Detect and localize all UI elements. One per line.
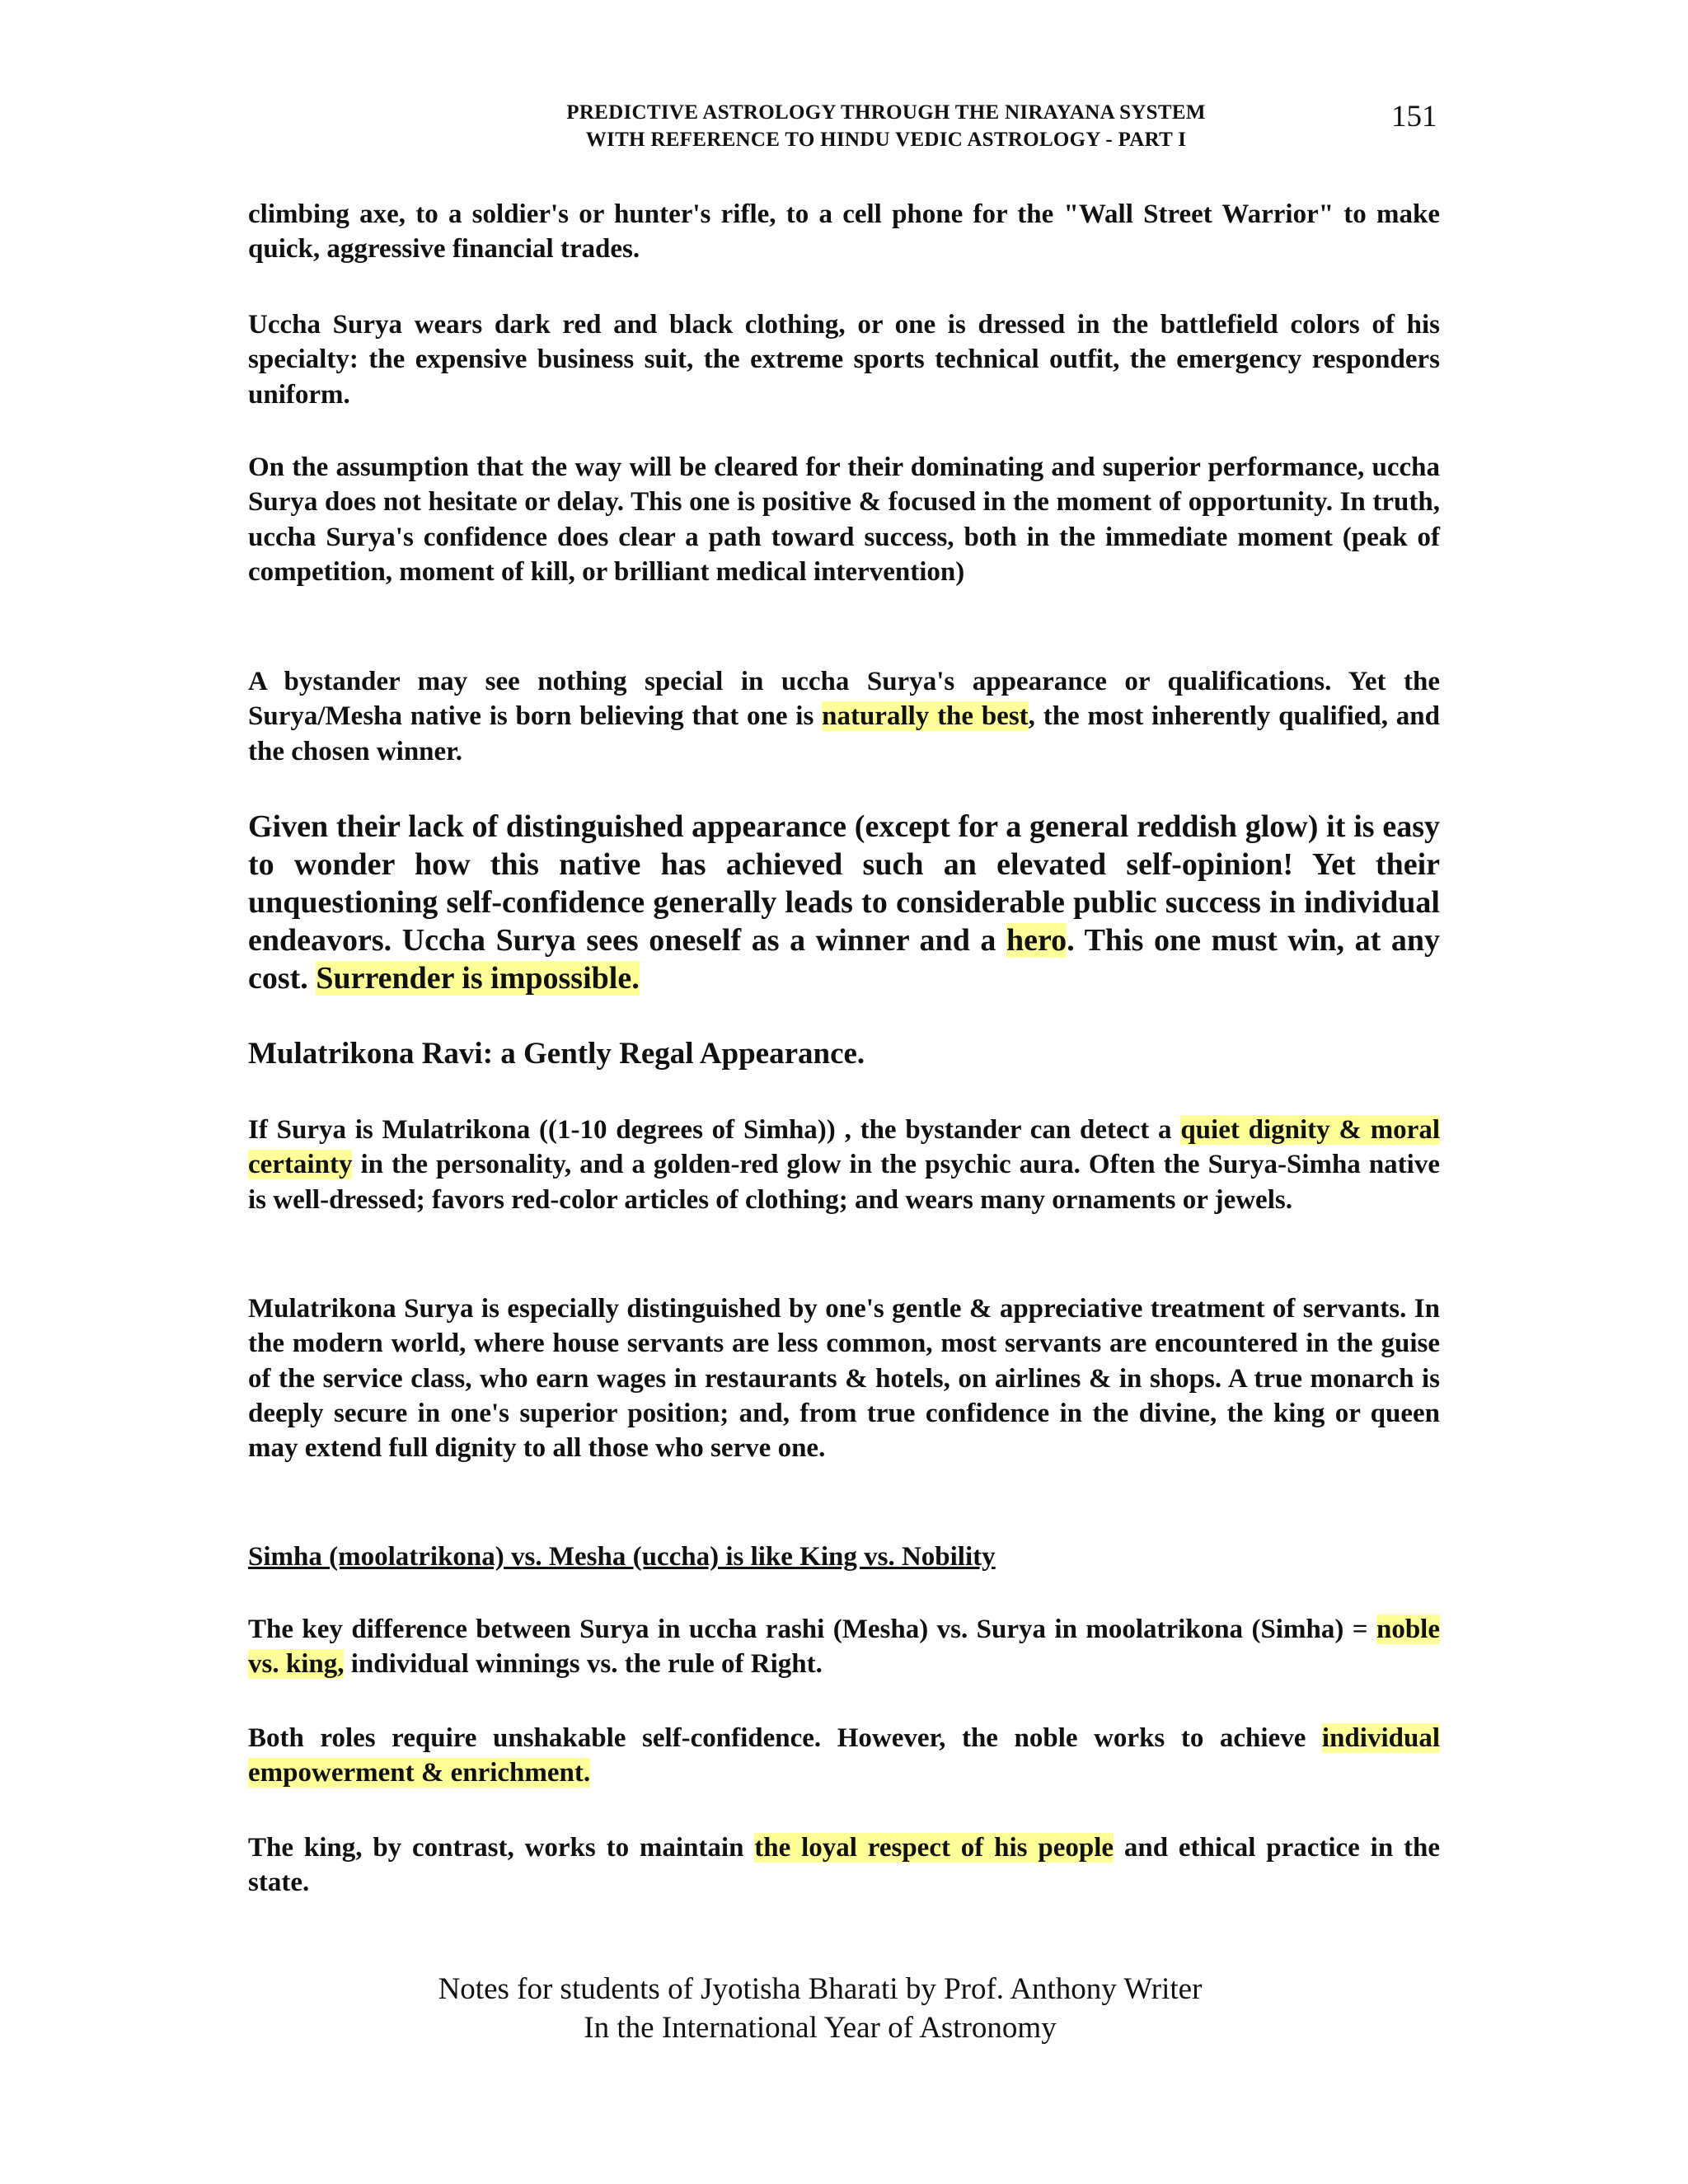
highlight-noble-vs-king: noble vs. king, [248, 1615, 1440, 1680]
paragraph-servants: Mulatrikona Surya is especially distinguished by one's gentle & appreciative treatment of servants. In the modern world, where house servants are less common, most servants are encountered in the guise of the service class, who earn wages in restaurants & hotels, on airlines & in shops. A true monarch is deeply secure in one's superior position; and, from true confidence in the divine, the king or queen may extend full dignity to all those who serve one. [248, 1294, 1440, 1464]
paragraph-distinguished-appearance [248, 808, 1440, 997]
text-run: , the most inherently qualified, and the chosen winner. [248, 701, 1441, 766]
paragraph-bystander [248, 664, 1440, 769]
text-run: in the personality, and a golden-red glow in the psychic aura. Often the Surya-Simha native is well-dressed; favors red-color articles of clothing; and wears many ornaments or jewels. [248, 1150, 1440, 1215]
text-run: The king, by contrast, works to maintain [248, 1833, 755, 1863]
highlight-loyal-respect: the loyal respect of his people [754, 1833, 1114, 1863]
highlight-hero: hero [1006, 923, 1067, 958]
highlight-quiet-dignity: quiet dignity & moral certainty [248, 1115, 1440, 1180]
highlight-naturally-the-best: naturally the best [822, 701, 1029, 732]
page-footer [0, 1970, 1640, 2047]
highlight-surrender: Surrender is impossible. [316, 961, 640, 996]
page-number: 151 [1391, 100, 1437, 134]
section-heading-king-vs-nobility: Simha (moolatrikona) vs. Mesha (uccha) is like King vs. Nobility [248, 1542, 996, 1572]
highlight-individual-empowerment: individual empowerment & enrichment. [248, 1723, 1440, 1788]
paragraph-rifle: climbing axe, to a soldier's or hunter's rifle, to a cell phone for the "Wall Street Warrior" to make quick, aggressive financial trades. [248, 199, 1440, 265]
text-run: The key difference between Surya in uccha rashi (Mesha) vs. Surya in moolatrikona (Simha) = [248, 1615, 1376, 1644]
paragraph-mulatrikona-surya [248, 1113, 1440, 1217]
text-run: individual winnings vs. the rule of Right. [344, 1649, 823, 1680]
text-run: If Surya is Mulatrikona ((1-10 degrees of Simha)) , the bystander can detect a [248, 1115, 1181, 1145]
paragraph-clothing: Uccha Surya wears dark red and black clothing, or one is dressed in the battlefield colors of his specialty: the expensive business suit, the extreme sports technical outfit, the emergency responders uniform. [248, 310, 1440, 410]
text-run: and ethical practice in the state. [248, 1833, 1441, 1898]
header-title-line1: PREDICTIVE ASTROLOGY THROUGH THE NIRAYANA SYSTEM [566, 101, 1206, 124]
footer-line1: Notes for students of Jyotisha Bharati by Prof. Anthony Writer [438, 1972, 1203, 2006]
paragraph-key-difference [248, 1612, 1440, 1682]
text-run: . This one must win, at any cost. [248, 923, 1440, 996]
text-run: A bystander may see nothing special in uccha Surya's appearance or qualifications. Yet the Surya/Mesha native is born believing that one is [248, 667, 1440, 732]
footer-line2: In the International Year of Astronomy [584, 2011, 1057, 2045]
header-title-line2: WITH REFERENCE TO HINDU VEDIC ASTROLOGY - PART I [585, 129, 1187, 151]
paragraph-king-contrast [248, 1830, 1440, 1900]
section-heading-mulatrikona: Mulatrikona Ravi: a Gently Regal Appearance. [248, 1037, 865, 1071]
text-run: Both roles require unshakable self-confidence. However, the noble works to achieve [248, 1723, 1322, 1753]
text-run: Given their lack of distinguished appearance (except for a general reddish glow) it is easy to wonder how this native has achieved such an elevated self-opinion! Yet their unquestioning self-confidence generally leads to considerable public success in individual endeavors. Uccha Surya sees oneself as a winner and a [248, 809, 1440, 958]
paragraph-assumption: On the assumption that the way will be cleared for their dominating and superior performance, uccha Surya does not hesitate or delay. This one is positive & focused in the moment of opportunity. In truth, uccha Surya's confidence does clear a path toward success, both in the immediate moment (peak of competition, moment of kill, or brilliant medical intervention) [248, 452, 1440, 587]
paragraph-both-roles [248, 1721, 1440, 1791]
